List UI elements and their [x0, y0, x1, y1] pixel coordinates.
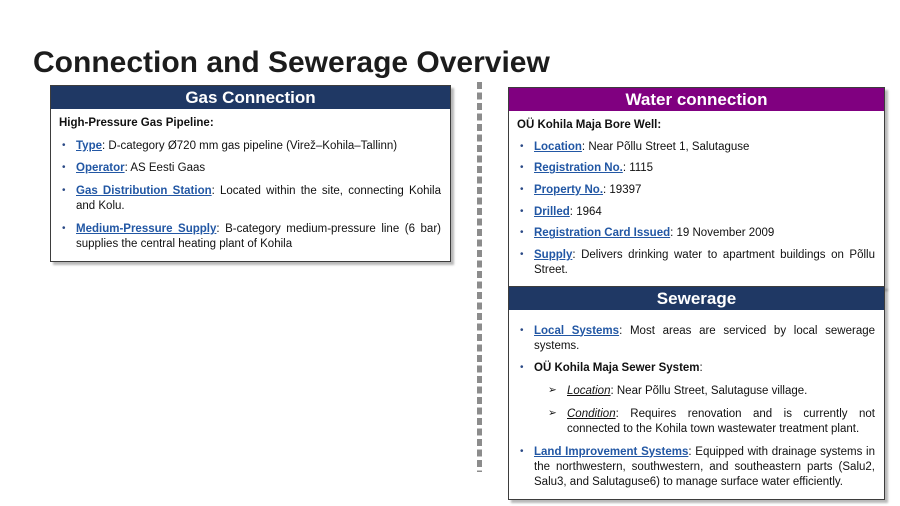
item-term: Gas Distribution Station — [76, 185, 212, 198]
item-text: Equipped with drainage systems in the northwestern, southwestern, and southeastern parts (Salu2, Salu3, and Salutaguse6) to manage surface water efficiently. — [534, 445, 875, 488]
item-term: Medium-Pressure Supply — [76, 222, 217, 235]
item-term: Type — [76, 139, 102, 152]
arrowhead-bullet-icon: ➢ — [548, 406, 557, 419]
item-term: Drilled — [534, 205, 570, 218]
item-text: 19397 — [609, 184, 642, 197]
water-item-list — [517, 140, 875, 279]
sub-bullet-item: ➢ Location: Near Põllu Street, Salutaguse village. — [548, 384, 808, 398]
item-text: Delivers drinking water to apartment buildings on Põllu Street. — [534, 249, 876, 277]
dot-bullet-icon: • — [62, 162, 66, 174]
item-text: 1964 — [576, 205, 602, 218]
item-text: Located within the site, connecting Kohila and Kolu. — [76, 185, 441, 213]
sewerage-panel — [508, 286, 885, 500]
item-text: 1115 — [629, 162, 654, 175]
gas-item-list — [59, 139, 441, 253]
bullet-item: • Supply: Delivers drinking water to apartment buildings on Põllu Street. — [520, 249, 876, 277]
item-text: Most areas are serviced by local sewerage systems. — [534, 324, 875, 352]
dot-bullet-icon: • — [520, 162, 524, 174]
bullet-item: • Operator: AS Eesti Gaas — [62, 162, 206, 175]
bullet-item: • Property No.: 19397 — [520, 184, 642, 197]
item-term: Operator — [76, 162, 125, 175]
water-connection-body — [509, 111, 884, 287]
item-term: Local Systems — [534, 324, 620, 337]
bullet-item: • Land Improvement Systems: Equipped with drainage systems in the northwestern, southwestern, and southeastern parts (Salu2, Salu3, and Salutaguse6) to manage surface water efficiently. — [520, 445, 875, 488]
item-term: Registration No. — [534, 162, 623, 175]
sewerage-item-list — [517, 324, 875, 491]
water-connection-header: Water connection — [509, 88, 884, 111]
item-term: Condition — [567, 407, 616, 420]
item-text: 19 November 2009 — [676, 227, 775, 240]
item-term: Property No. — [534, 184, 604, 197]
bullet-item: • Registration No.: 1115 — [520, 162, 654, 175]
dot-bullet-icon: • — [520, 140, 524, 152]
dot-bullet-icon: • — [520, 227, 524, 239]
bullet-item: • Location: Near Põllu Street 1, Salutaguse — [520, 140, 750, 153]
dashed-divider — [477, 82, 482, 472]
gas-connection-body — [51, 109, 450, 261]
water-intro-text: OÜ Kohila Maja Bore Well: — [517, 119, 662, 131]
item-text: Near Põllu Street, Salutaguse village. — [616, 385, 808, 398]
item-text: AS Eesti Gaas — [130, 162, 206, 175]
bullet-item: • Registration Card Issued: 19 November 2009 — [520, 227, 775, 240]
dot-bullet-icon: • — [520, 249, 524, 261]
dot-bullet-icon: • — [520, 205, 524, 217]
item-term: Location — [567, 385, 611, 398]
dot-bullet-icon: • — [62, 139, 66, 151]
dot-bullet-icon: • — [62, 222, 66, 234]
item-term: Land Improvement Systems — [534, 445, 689, 458]
water-connection-panel — [508, 87, 885, 288]
bullet-item: • Drilled: 1964 — [520, 205, 602, 218]
item-text: Requires renovation and is currently not connected to the Kohila town wastewater treatment plant. — [567, 407, 876, 435]
item-term: Registration Card Issued — [534, 227, 671, 240]
item-term: Location — [534, 140, 582, 153]
sewerage-body — [509, 310, 884, 499]
gas-connection-panel — [50, 85, 451, 262]
item-text: Near Põllu Street 1, Salutaguse — [588, 140, 750, 153]
item-text: D-category Ø720 mm gas pipeline (Virež–Kohila–Tallinn) — [108, 139, 398, 152]
dot-bullet-icon: • — [520, 445, 524, 457]
dot-bullet-icon: • — [520, 184, 524, 196]
bullet-item: • OÜ Kohila Maja Sewer System: — [520, 362, 703, 375]
bullet-item: • Gas Distribution Station: Located within the site, connecting Kohila and Kolu. — [62, 185, 441, 213]
item-term: OÜ Kohila Maja Sewer System — [534, 362, 700, 375]
arrowhead-bullet-icon: ➢ — [548, 384, 557, 397]
sub-bullet-item: ➢ Condition: Requires renovation and is currently not connected to the Kohila town wastewater treatment plant. — [548, 406, 876, 435]
gas-intro-text: High-Pressure Gas Pipeline: — [59, 117, 214, 129]
item-text: B-category medium-pressure line (6 bar) supplies the central heating plant of Kohila — [76, 222, 441, 251]
bullet-item: • Medium-Pressure Supply: B-category medium-pressure line (6 bar) supplies the central heating plant of Kohila — [62, 222, 441, 251]
item-term: Supply — [534, 249, 573, 262]
dot-bullet-icon: • — [520, 362, 524, 374]
dot-bullet-icon: • — [62, 185, 66, 197]
sewerage-header: Sewerage — [509, 287, 884, 310]
dot-bullet-icon: • — [520, 324, 524, 336]
bullet-item: • Type: D-category Ø720 mm gas pipeline (Virež–Kohila–Tallinn) — [62, 139, 398, 152]
gas-connection-header: Gas Connection — [51, 86, 450, 109]
page-title: Connection and Sewerage Overview — [33, 46, 550, 80]
bullet-item: • Local Systems: Most areas are serviced by local sewerage systems. — [520, 324, 875, 352]
